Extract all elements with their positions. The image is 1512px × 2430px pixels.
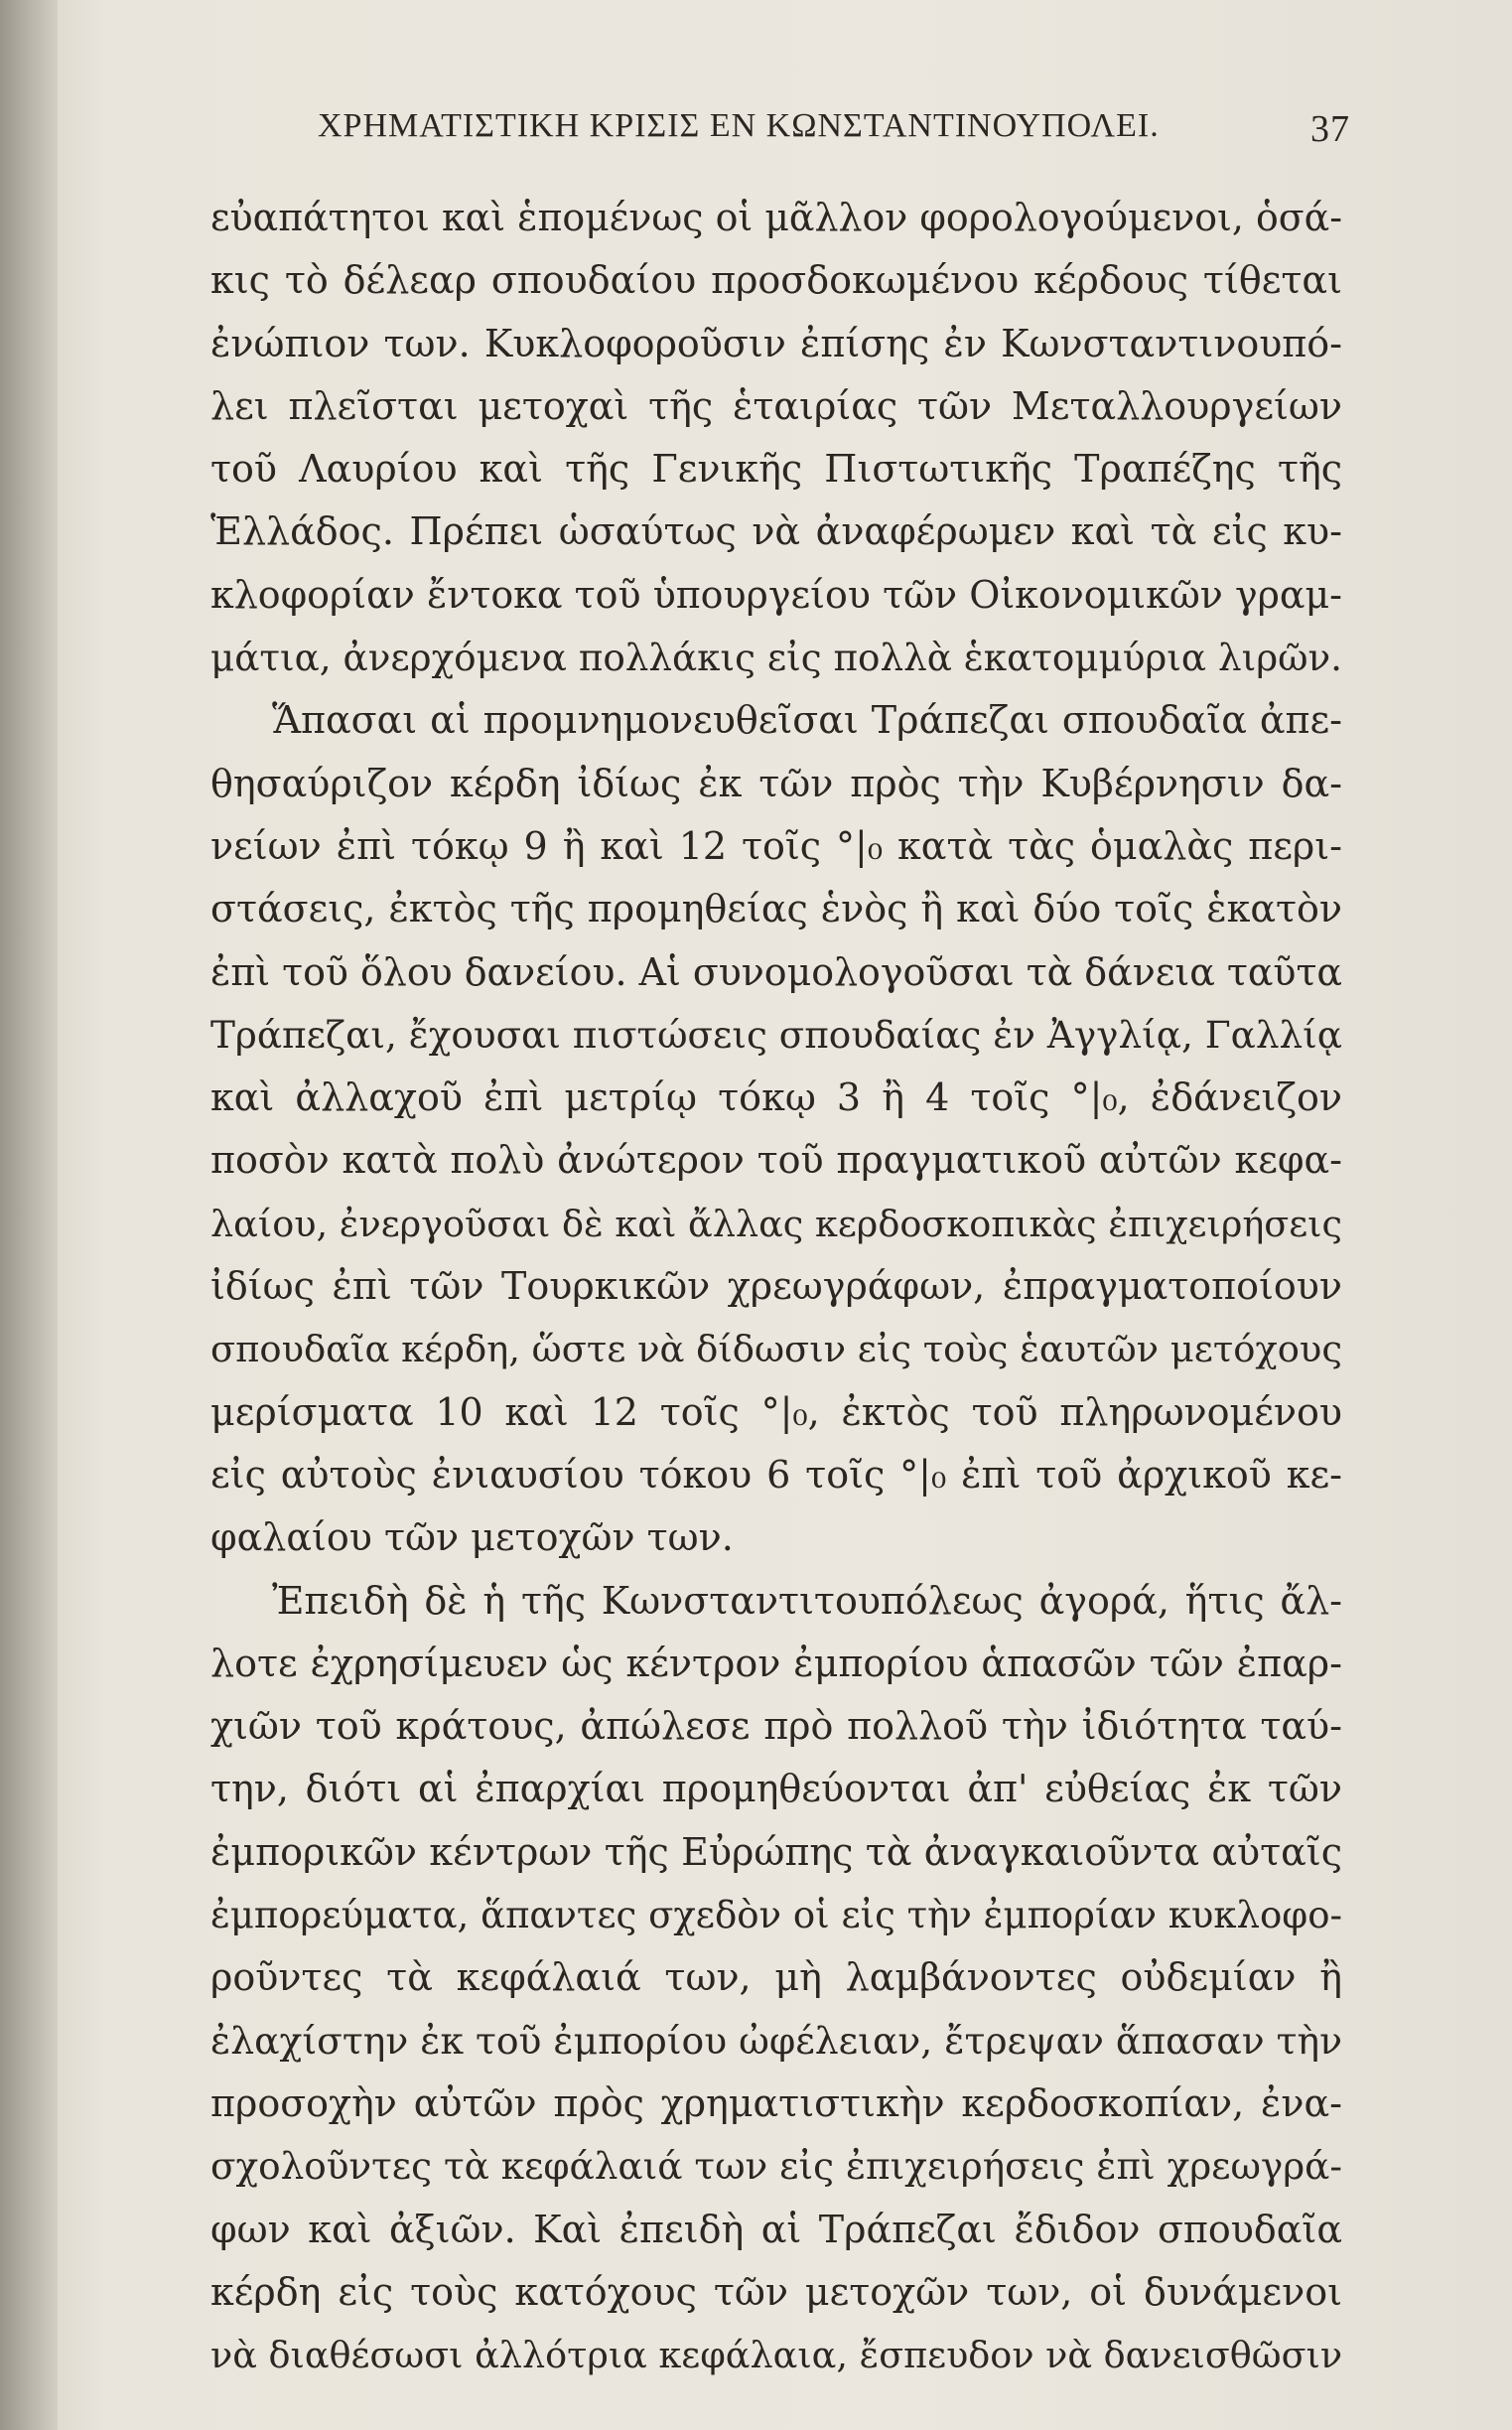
text-line: ἐμπορεύματα, ἅπαντες σχεδὸν οἱ εἰς τὴν ἐμπορίαν κυκλοφο-: [210, 1894, 1342, 1937]
text-line: την, διότι αἱ ἐπαρχίαι προμηθεύονται ἀπ' εὐθείας ἐκ τῶν: [210, 1767, 1342, 1811]
text-line: κλοφορίαν ἔντοκα τοῦ ὑπουργείου τῶν Οἰκονομικῶν γραμ-: [210, 572, 1342, 617]
text-line: φων καὶ ἀξιῶν. Καὶ ἐπειδὴ αἱ Τράπεζαι ἔδιδον σπουδαῖα: [210, 2207, 1342, 2251]
text-line: στάσεις, ἐκτὸς τῆς προμηθείας ἑνὸς ἢ καὶ δύο τοῖς ἑκατὸν: [210, 887, 1342, 931]
text-line: νὰ διαθέσωσι ἀλλότρια κεφάλαια, ἔσπευδον νὰ δανεισθῶσιν: [210, 2334, 1343, 2377]
page-number: 37: [1310, 108, 1350, 150]
text-line: ροῦντες τὰ κεφάλαιά των, μὴ λαμβάνοντες οὐδεμίαν ἢ: [210, 1955, 1342, 2000]
text-line: τοῦ Λαυρίου καὶ τῆς Γενικῆς Πιστωτικῆς Τραπέζης τῆς: [210, 447, 1342, 492]
text-line: εἰς αὐτοὺς ἐνιαυσίου τόκου 6 τοῖς °|₀ ἐπὶ τοῦ ἀρχικοῦ κε-: [210, 1452, 1342, 1497]
text-line: νείων ἐπὶ τόκῳ 9 ἢ καὶ 12 τοῖς °|₀ κατὰ τὰς ὁμαλὰς περι-: [210, 823, 1342, 868]
text-line: σπουδαῖα κέρδη, ὥστε νὰ δίδωσιν εἰς τοὺς ἑαυτῶν μετόχους: [210, 1328, 1342, 1371]
text-line: λοτε ἐχρησίμευεν ὡς κέντρον ἐμπορίου ἁπασῶν τῶν ἐπαρ-: [210, 1641, 1342, 1685]
text-line: ποσὸν κατὰ πολὺ ἀνώτερον τοῦ πραγματικοῦ αὐτῶν κεφα-: [210, 1138, 1342, 1183]
text-line: χιῶν τοῦ κράτους, ἀπώλεσε πρὸ πολλοῦ τὴν ἰδιότητα ταύ-: [210, 1704, 1342, 1749]
text-line: σχολοῦντες τὰ κεφάλαιά των εἰς ἐπιχειρήσεις ἐπὶ χρεωγρά-: [210, 2144, 1342, 2189]
body-text: [210, 187, 1342, 2386]
text-line: εὐαπάτητοι καὶ ἑπομένως οἱ μᾶλλον φορολογούμενοι, ὁσά-: [210, 196, 1342, 239]
text-line: ἐλαχίστην ἐκ τοῦ ἐμπορίου ὠφέλειαν, ἔτρεψαν ἅπασαν τὴν: [210, 2018, 1342, 2063]
text-line: ἐνώπιον των. Κυκλοφοροῦσιν ἐπίσης ἐν Κωνσταντινουπό-: [210, 321, 1342, 365]
text-line: μερίσματα 10 καὶ 12 τοῖς °|₀, ἐκτὸς τοῦ πληρωνομένου: [210, 1389, 1342, 1434]
running-header: [318, 107, 1350, 167]
text-line: ἐπὶ τοῦ ὅλου δανείου. Αἱ συνομολογοῦσαι τὰ δάνεια ταῦτα: [210, 949, 1342, 994]
paragraph-start-line: Ἐπειδὴ δὲ ἡ τῆς Κωνσταντιτουπόλεως ἀγορά, ἥτις ἄλ-: [272, 1578, 1342, 1623]
text-line: Ἑλλάδος. Πρέπει ὡσαύτως νὰ ἀναφέρωμεν καὶ τὰ εἰς κυ-: [210, 509, 1342, 554]
text-line: λαίου, ἐνεργοῦσαι δὲ καὶ ἄλλας κερδοσκοπικὰς ἐπιχειρήσεις: [210, 1202, 1342, 1245]
paragraph-start-line: Ἅπασαι αἱ προμνημονευθεῖσαι Τράπεζαι σπουδαῖα ἀπε-: [272, 698, 1342, 743]
text-line: καὶ ἀλλαχοῦ ἐπὶ μετρίῳ τόκῳ 3 ἢ 4 τοῖς °|₀, ἐδάνειζον: [210, 1075, 1342, 1120]
text-line: ἐμπορικῶν κέντρων τῆς Εὐρώπης τὰ ἀναγκαιοῦντα αὐταῖς: [210, 1829, 1342, 1874]
text-line: κέρδη εἰς τοὺς κατόχους τῶν μετοχῶν των, οἱ δυνάμενοι: [210, 2269, 1342, 2314]
text-line: ἰδίως ἐπὶ τῶν Τουρκικῶν χρεωγράφων, ἐπραγματοποίουν: [210, 1264, 1342, 1309]
paragraph-end-line: φαλαίου τῶν μετοχῶν των.: [210, 1515, 734, 1560]
text-line: Τράπεζαι, ἔχουσαι πιστώσεις σπουδαίας ἐν Ἀγγλίᾳ, Γαλλίᾳ: [210, 1012, 1342, 1057]
page-gutter-shadow: [0, 0, 58, 2430]
header-title: ΧΡΗΜΑΤΙΣΤΙΚΗ ΚΡΙΣΙΣ ΕΝ ΚΩΝΣΤΑΝΤΙΝΟΥΠΟΛΕΙ.: [318, 107, 1160, 144]
text-line: θησαύριζον κέρδη ἰδίως ἐκ τῶν πρὸς τὴν Κυβέρνησιν δα-: [210, 761, 1342, 805]
text-line: κις τὸ δέλεαρ σπουδαίου προσδοκωμένου κέρδους τίθεται: [210, 258, 1342, 303]
text-line: λει πλεῖσται μετοχαὶ τῆς ἑταιρίας τῶν Μεταλλουργείων: [210, 383, 1342, 428]
text-line: μάτια, ἀνερχόμενα πολλάκις εἰς πολλὰ ἑκατομμύρια λιρῶν.: [210, 636, 1342, 680]
text-line: προσοχὴν αὐτῶν πρὸς χρηματιστικὴν κερδοσκοπίαν, ἐνα-: [210, 2080, 1342, 2125]
